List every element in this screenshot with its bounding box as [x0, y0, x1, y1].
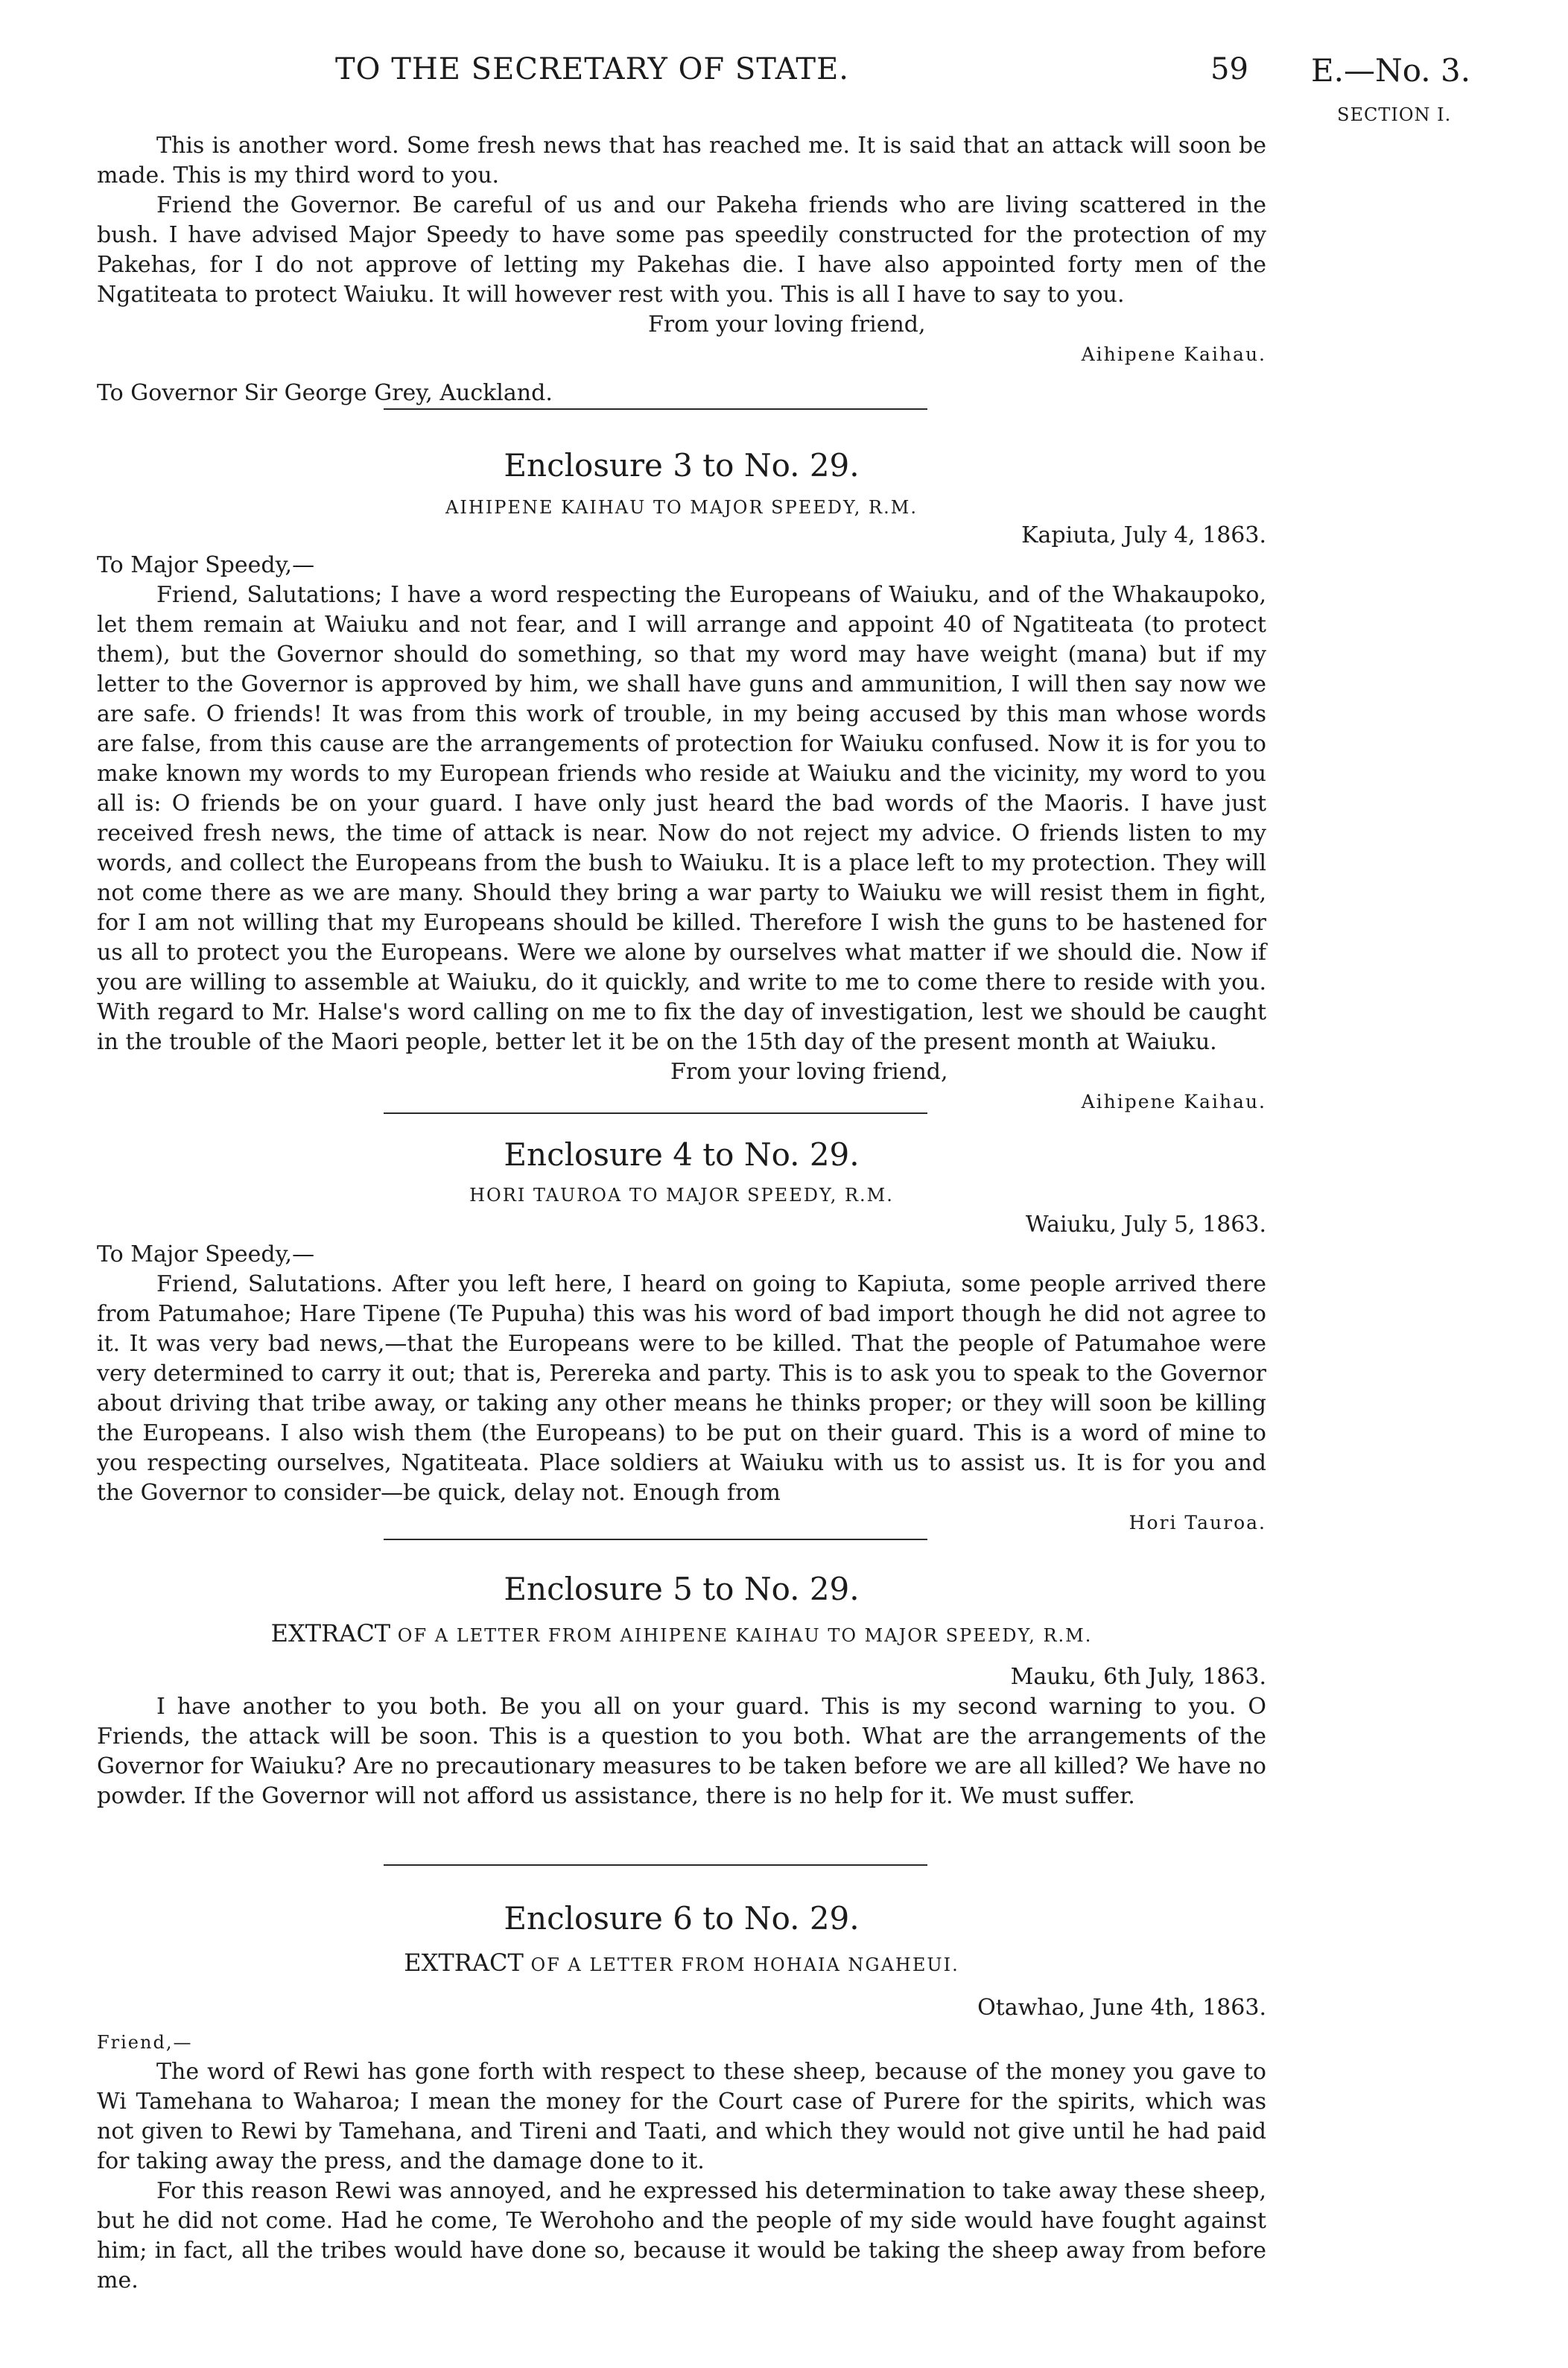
enclosure-3-subtitle: AIHIPENE KAIHAU TO MAJOR SPEEDY, R.M.: [445, 497, 918, 518]
divider-rule: [384, 1539, 927, 1540]
document-id: E.—No. 3.: [1311, 52, 1471, 89]
intro-paragraph-1: This is another word. Some fresh news that has reached me. It is said that an attack will soon be made. This is my third word to you.: [97, 133, 1266, 189]
enclosure-3-body: Friend, Salutations; I have a word respecting the Europeans of Waiuku, and of the Whakaupoko, let them remain at Waiuku and not fear, and I will arrange and appoint 40 of Ngatiteata (to protect them), but the Governor should do something, so that my word may have weight (mana) but if my letter to the Governor is approved by him, we shall have guns and ammunition, I will then say now we are safe. O friends! It was from this work of trouble, in my being accused by this man whose words are false, from this cause are the arrangements of protection for Waiuku confused. Now it is for you to make known my words to my European friends who reside at Waiuku and the vicinity, my word to you all is: O friends be on your guard. I have only just heard the bad words of the Maoris. I have just received fresh news, the time of attack is near. Now do not reject my advice. O friends listen to my words, and collect the Europeans from the bush to Waiuku. It is a place left to my protection. They will not come there as we are many. Should they bring a war party to Waiuku we will resist them in fight, for I am not willing that my Europeans should be killed. Therefore I wish the guns to be hastened for us all to protect you the Europeans. Were we alone by ourselves what matter if we should die. Now if you are willing to assemble at Waiuku, do it quickly, and write to me to come there to reside with you. With regard to Mr. Halse's word calling on me to fix the day of investigation, lest we should be caught in the trouble of the Maori people, better let it be on the 15th day of the present month at Waiuku.: [97, 582, 1266, 1055]
enclosure-6-salutation: Friend,—: [97, 2032, 193, 2053]
intro-address: To Governor Sir George Grey, Auckland.: [97, 380, 553, 406]
enclosure-5-body: I have another to you both. Be you all on your guard. This is my second warning to you. O Friends, the attack will be soon. This is a question to you both. What are the arrangements of the Governor for Waiuku? Are no precautionary measures to be taken before we are all killed? We have no powder. If the Governor will not afford us assistance, there is no help for it. We must suffer.: [97, 1694, 1266, 1809]
enclosure-5-subtitle-rest: OF A LETTER FROM AIHIPENE KAIHAU TO MAJOR SPEEDY, R.M.: [397, 1625, 1093, 1646]
enclosure-3-closing: From your loving friend,: [670, 1059, 948, 1085]
enclosure-4-place-date: Waiuku, July 5, 1863.: [1025, 1212, 1266, 1238]
enclosure-4-signature: Hori Tauroa.: [1129, 1512, 1266, 1533]
enclosure-3-place-date: Kapiuta, July 4, 1863.: [1021, 522, 1266, 548]
running-title: TO THE SECRETARY OF STATE.: [335, 52, 850, 86]
intro-letter: [97, 131, 1266, 408]
enclosure-5-title: Enclosure 5 to No. 29.: [504, 1571, 860, 1607]
page-number: 59: [1210, 52, 1248, 86]
enclosure-6-paragraph-1: The word of Rewi has gone forth with respect to these sheep, because of the money you gave to Wi Tamehana to Waharoa; I mean the money for the Court case of Purere for the spirits, which was not given to Rewi by Tamehana, and Tireni and Taati, and which they would not give until he had paid for taking away the press, and the damage done to it.: [97, 2059, 1266, 2174]
enclosure-4-salutation: To Major Speedy,—: [97, 1241, 315, 1267]
enclosure-6-subtitle: [97, 1948, 1266, 1977]
enclosure-6-title: Enclosure 6 to No. 29.: [504, 1900, 860, 1937]
enclosure-3-title: Enclosure 3 to No. 29.: [504, 447, 860, 484]
intro-paragraph-2: Friend the Governor. Be careful of us and our Pakeha friends who are living scattered in the bush. I have advised Major Speedy to have some pas speedily constructed for the protection of my Pakehas, for I do not approve of letting my Pakehas die. I have also appointed forty men of the Ngatiteata to protect Waiuku. It will however rest with you. This is all I have to say to you.: [97, 192, 1266, 308]
enclosure-5: [97, 1571, 1266, 1811]
intro-closing: From your loving friend,: [648, 311, 926, 338]
enclosure-3-signature: Aihipene Kaihau.: [1081, 1091, 1266, 1112]
enclosure-4-subtitle: HORI TAUROA TO MAJOR SPEEDY, R.M.: [469, 1185, 894, 1206]
enclosure-6: [97, 1900, 1266, 2296]
enclosure-4-title: Enclosure 4 to No. 29.: [504, 1136, 860, 1173]
enclosure-6-paragraph-2: For this reason Rewi was annoyed, and he expressed his determination to take away these sheep, but he did not come. Had he come, Te Werohoho and the people of my side would have fought against him; in fact, all the tribes would have done so, because it would be taking the sheep away from before me.: [97, 2178, 1266, 2293]
enclosure-6-subtitle-lead: EXTRACT: [404, 1948, 524, 1977]
enclosure-5-subtitle: [97, 1619, 1266, 1647]
enclosure-3: [97, 447, 1266, 1117]
enclosure-3-salutation: To Major Speedy,—: [97, 552, 315, 578]
enclosure-6-place-date: Otawhao, June 4th, 1863.: [977, 1995, 1266, 2021]
enclosure-5-subtitle-lead: EXTRACT: [270, 1619, 391, 1647]
divider-rule: [384, 408, 927, 410]
intro-signature: Aihipene Kaihau.: [1081, 344, 1266, 365]
enclosure-4: [97, 1136, 1266, 1538]
section-label: SECTION I.: [1337, 104, 1452, 125]
enclosure-4-body: Friend, Salutations. After you left here, I heard on going to Kapiuta, some people arrived there from Patumahoe; Hare Tipene (Te Pupuha) this was his word of bad import though he did not agree to it. It was very bad news,—that the Europeans were to be killed. That the people of Patumahoe were very determined to carry it out; that is, Perereka and party. This is to ask you to speak to the Governor about driving that tribe away, or taking any other means he thinks proper; or they will soon be killing the Europeans. I also wish them (the Europeans) to be put on their guard. This is a word of mine to you respecting ourselves, Ngatiteata. Place soldiers at Waiuku with us to assist us. It is for you and the Governor to consider—be quick, delay not. Enough from: [97, 1271, 1266, 1506]
divider-rule: [384, 1864, 927, 1866]
divider-rule: [384, 1112, 927, 1114]
enclosure-5-place-date: Mauku, 6th July, 1863.: [1010, 1664, 1266, 1690]
enclosure-6-subtitle-rest: OF A LETTER FROM HOHAIA NGAHEUI.: [530, 1954, 959, 1975]
